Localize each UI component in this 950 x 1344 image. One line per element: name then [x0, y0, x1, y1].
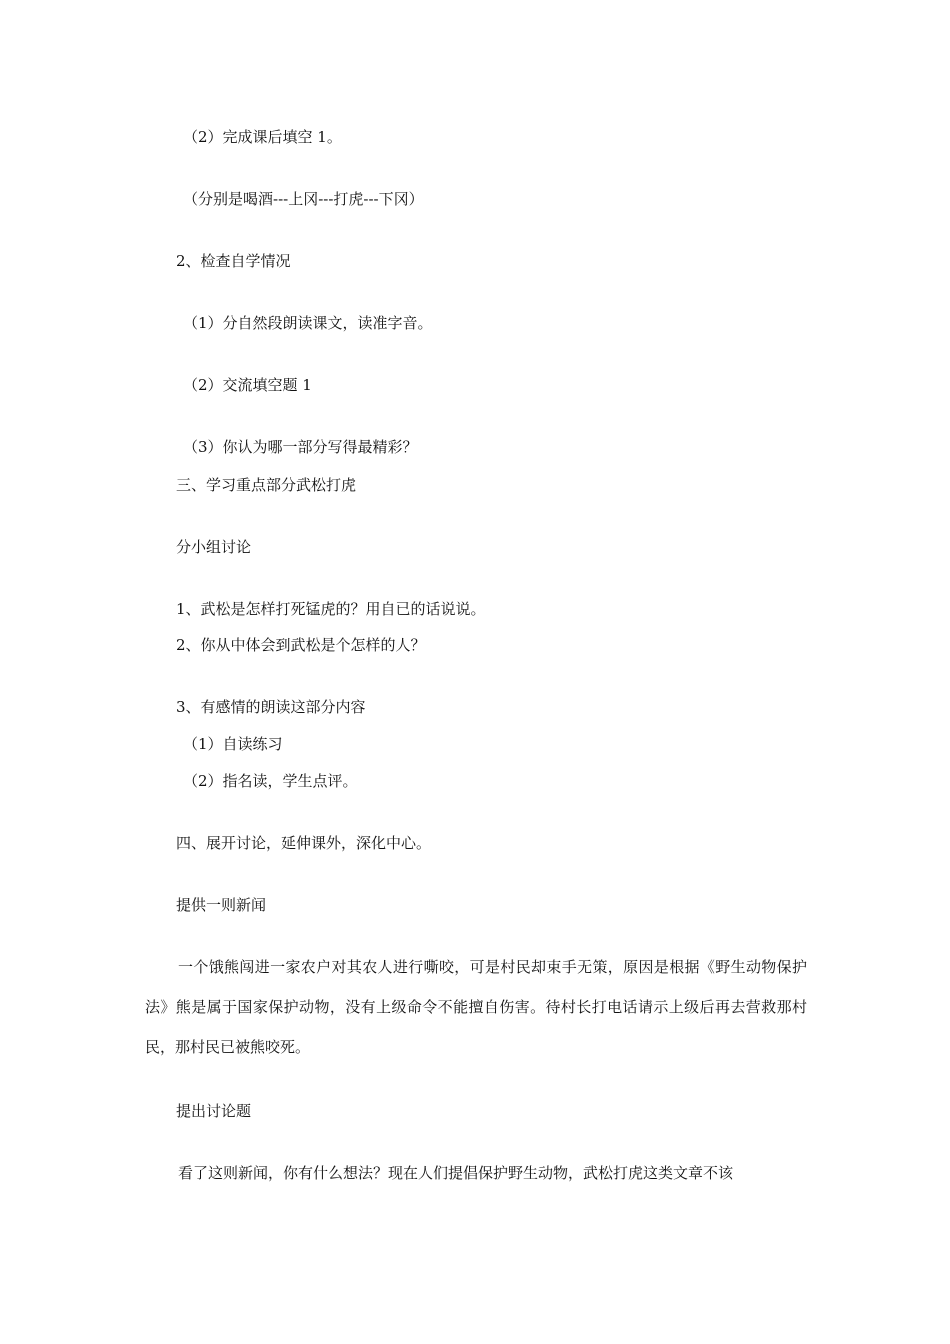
step-named-read: （2）指名读，学生点评。 — [183, 772, 358, 790]
step-read-aloud: （1）分自然段朗读课文，读准字音。 — [183, 314, 433, 332]
step-exchange-answers: （2）交流填空题 1 — [183, 376, 312, 394]
step-best-part: （3）你认为哪一部分写得最精彩？ — [183, 438, 418, 456]
question-2: 2、你从中体会到武松是个怎样的人？ — [176, 636, 426, 654]
section-three-heading: 三、学习重点部分武松打虎 — [176, 476, 357, 494]
discussion-topic-heading: 提出讨论题 — [176, 1102, 252, 1120]
step-fill-blank: （2）完成课后填空 1。 — [183, 128, 342, 146]
group-discussion: 分小组讨论 — [176, 538, 252, 556]
step-self-read: （1）自读练习 — [183, 735, 283, 753]
question-1: 1、武松是怎样打死锰虎的？用自已的话说说。 — [176, 600, 486, 618]
news-intro: 提供一则新闻 — [176, 896, 267, 914]
question-3: 3、有感情的朗读这部分内容 — [176, 698, 366, 716]
question-paragraph: 看了这则新闻，你有什么想法？现在人们提倡保护野生动物，武松打虎这类文章不该 — [178, 1164, 734, 1182]
answer-sequence: （分别是喝酒---上冈---打虎---下冈） — [183, 190, 424, 208]
section-four-heading: 四、展开讨论，延伸课外，深化中心。 — [176, 834, 432, 852]
section-check-self-study: 2、检查自学情况 — [176, 252, 291, 270]
news-paragraph: 一个饿熊闯进一家农户对其农人进行嘶咬，可是村民却束手无策，原因是根据《野生动物保护法》熊是属于国家保护动物，没有上级命令不能擅自伤害。待村长打电话请示上级后再去营救那村民，那村民已被熊咬死。 — [145, 958, 807, 1056]
